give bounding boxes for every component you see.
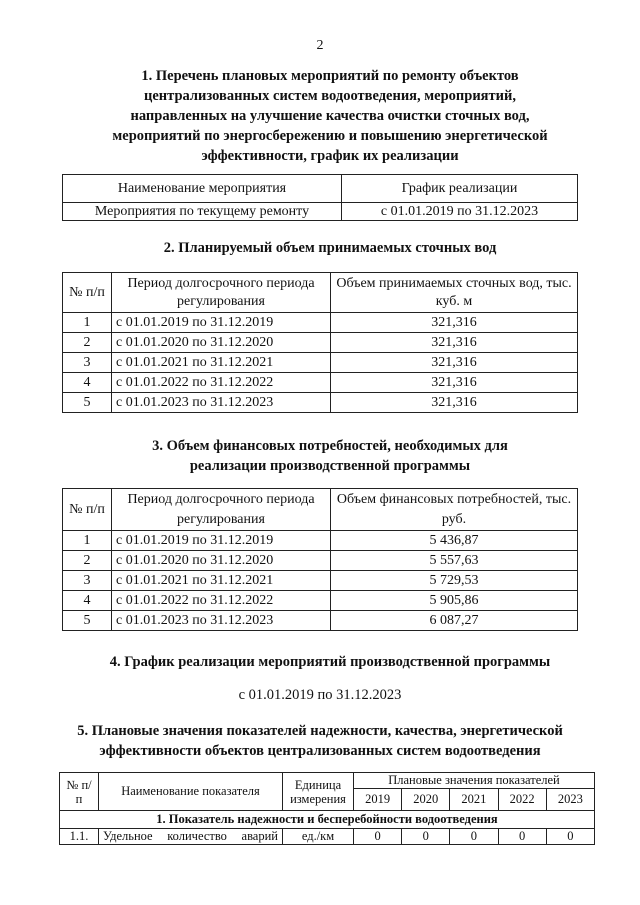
section1-title-line: мероприятий по энергосбережению и повышению энергетической [112, 128, 548, 144]
table-cell: Мероприятия по текущему ремонту [63, 203, 342, 221]
table-cell: 3 [63, 353, 112, 373]
column-header: Период долгосрочного периода регулирования [112, 273, 331, 313]
table-header-row [63, 489, 578, 531]
table-cell: 321,316 [331, 333, 578, 353]
table-cell: с 01.01.2019 по 31.12.2019 [112, 531, 331, 551]
column-header: Объем финансовых потребностей, тыс. руб. [331, 489, 578, 531]
table-cell: 0 [402, 829, 450, 845]
year-header: 2022 [498, 789, 546, 811]
table-cell: с 01.01.2019 по 31.12.2023 [342, 203, 578, 221]
table-cell: 0 [354, 829, 402, 845]
table-cell: 1 [63, 313, 112, 333]
column-header: № п/п [63, 273, 112, 313]
table-cell: 4 [63, 591, 112, 611]
table-cell: 321,316 [331, 353, 578, 373]
table-cell: 5 [63, 393, 112, 413]
table-cell: с 01.01.2022 по 31.12.2022 [112, 373, 331, 393]
year-header: 2023 [546, 789, 594, 811]
table-cell: 3 [63, 571, 112, 591]
table-row [63, 333, 578, 353]
table-cell: 2 [63, 551, 112, 571]
table-cell: 0 [450, 829, 498, 845]
table-cell: 1 [63, 531, 112, 551]
table-cell: 321,316 [331, 393, 578, 413]
section3-table [62, 488, 578, 631]
table-cell: 5 729,53 [331, 571, 578, 591]
table-cell: 0 [498, 829, 546, 845]
table-cell: 1.1. [60, 829, 99, 845]
table-cell: с 01.01.2021 по 31.12.2021 [112, 353, 331, 373]
table-row [63, 611, 578, 631]
table-cell: с 01.01.2020 по 31.12.2020 [112, 333, 331, 353]
table-cell: 2 [63, 333, 112, 353]
column-header: Единица измерения [283, 773, 354, 811]
table-cell: ед./км [283, 829, 354, 845]
section1-title [60, 66, 600, 166]
table-row [63, 353, 578, 373]
table-header-row [63, 273, 578, 313]
section5-title [20, 721, 620, 761]
section3-title [60, 436, 600, 476]
table-row [63, 203, 578, 221]
table-cell: с 01.01.2020 по 31.12.2020 [112, 551, 331, 571]
section2-title: 2. Планируемый объем принимаемых сточных вод [163, 240, 497, 256]
table-cell: 5 905,86 [331, 591, 578, 611]
table-row [60, 829, 595, 845]
table-row [63, 393, 578, 413]
year-header: 2021 [450, 789, 498, 811]
table-cell: с 01.01.2019 по 31.12.2019 [112, 313, 331, 333]
column-header: № п/п [60, 773, 99, 811]
table-row [63, 313, 578, 333]
table-cell: 5 [63, 611, 112, 631]
column-header: Период долгосрочного периода регулирования [112, 489, 331, 531]
column-header: Наименование мероприятия [63, 175, 342, 203]
table-subheader-row [60, 811, 595, 829]
column-header: № п/п [63, 489, 112, 531]
table-cell: 0 [546, 829, 594, 845]
section1-title-line: 1. Перечень плановых мероприятий по ремонту объектов [141, 68, 519, 84]
table-cell: 321,316 [331, 373, 578, 393]
section4-period: с 01.01.2019 по 31.12.2023 [238, 687, 402, 703]
section1-title-line: централизованных систем водоотведения, мероприятий, [144, 88, 516, 104]
table-header-row [60, 773, 595, 789]
table-row [63, 551, 578, 571]
section1-title-line: направленных на улучшение качества очистки сточных вод, [130, 108, 530, 124]
section5-title-line: 5. Плановые значения показателей надежности, качества, энергетической [77, 723, 563, 739]
year-header: 2020 [402, 789, 450, 811]
table-cell: 5 436,87 [331, 531, 578, 551]
subheader-cell: 1. Показатель надежности и бесперебойности водоотведения [60, 811, 595, 829]
column-header: Объем принимаемых сточных вод, тыс. куб. м [331, 273, 578, 313]
table-header-row [63, 175, 578, 203]
section3-title-line: реализации производственной программы [189, 458, 471, 474]
table-row [63, 591, 578, 611]
section1-title-line: эффективности, график их реализации [201, 148, 459, 164]
section5-table [59, 772, 595, 845]
table-row [63, 531, 578, 551]
section3-title-line: 3. Объем финансовых потребностей, необходимых для [152, 438, 508, 454]
column-header: Плановые значения показателей [354, 773, 595, 789]
table-row [63, 571, 578, 591]
table-row [63, 373, 578, 393]
table-cell: с 01.01.2022 по 31.12.2022 [112, 591, 331, 611]
table-cell: 6 087,27 [331, 611, 578, 631]
column-header: График реализации [342, 175, 578, 203]
table-cell: Удельное количество аварий [99, 829, 283, 845]
section2-table [62, 272, 578, 413]
section1-table [62, 174, 578, 221]
table-cell: с 01.01.2023 по 31.12.2023 [112, 393, 331, 413]
section4-title: 4. График реализации мероприятий производственной программы [109, 654, 551, 670]
section5-title-line: эффективности объектов централизованных систем водоотведения [99, 743, 541, 759]
table-cell: с 01.01.2021 по 31.12.2021 [112, 571, 331, 591]
table-cell: 5 557,63 [331, 551, 578, 571]
table-cell: 321,316 [331, 313, 578, 333]
page-number: 2 [316, 38, 324, 53]
year-header: 2019 [354, 789, 402, 811]
table-cell: с 01.01.2023 по 31.12.2023 [112, 611, 331, 631]
column-header: Наименование показателя [99, 773, 283, 811]
table-cell: 4 [63, 373, 112, 393]
